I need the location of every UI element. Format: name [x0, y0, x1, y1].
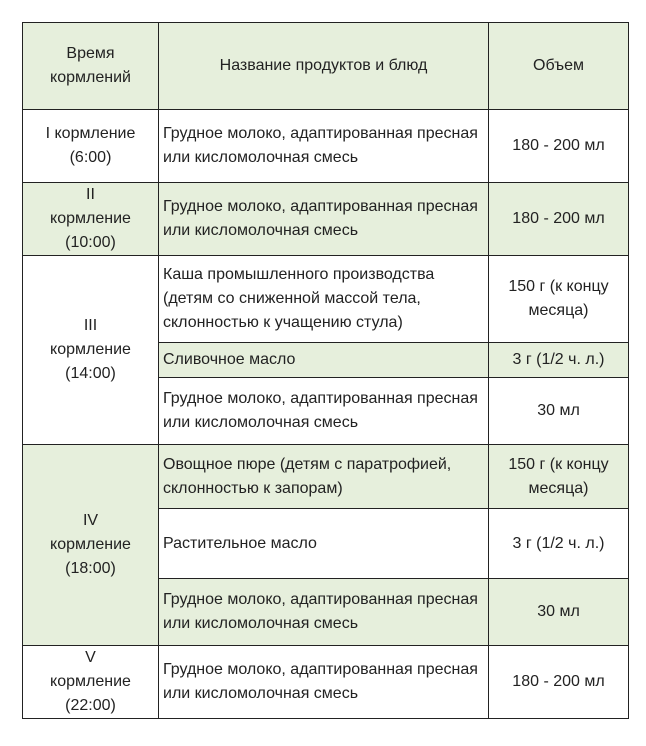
- feeding-time: III кормление (14:00): [23, 256, 159, 445]
- table-row: [23, 646, 629, 719]
- product-name: Каша промышленного производства (детям со сниженной массой тела, склонностью к учащению стула): [159, 256, 489, 343]
- volume: 150 г (к концу месяца): [489, 445, 629, 509]
- feeding-time: IV кормление (18:00): [23, 445, 159, 646]
- volume: 180 - 200 мл: [489, 183, 629, 256]
- volume: 3 г (1/2 ч. л.): [489, 343, 629, 378]
- header-volume: Объем: [489, 23, 629, 110]
- product-name: Овощное пюре (детям с паратрофией, склонностью к запорам): [159, 445, 489, 509]
- product-name: Растительное масло: [159, 509, 489, 579]
- volume: 30 мл: [489, 378, 629, 445]
- product-name: Грудное молоко, адаптированная пресная или кисломолочная смесь: [159, 579, 489, 646]
- volume: 3 г (1/2 ч. л.): [489, 509, 629, 579]
- product-name: Грудное молоко, адаптированная пресная или кисломолочная смесь: [159, 378, 489, 445]
- volume: 30 мл: [489, 579, 629, 646]
- header-time: Время кормлений: [23, 23, 159, 110]
- table-row: [23, 183, 629, 256]
- product-name: Грудное молоко, адаптированная пресная или кисломолочная смесь: [159, 646, 489, 719]
- volume: 180 - 200 мл: [489, 110, 629, 183]
- volume: 150 г (к концу месяца): [489, 256, 629, 343]
- table-row: [23, 110, 629, 183]
- product-name: Грудное молоко, адаптированная пресная или кисломолочная смесь: [159, 110, 489, 183]
- feeding-time: I кормление (6:00): [23, 110, 159, 183]
- product-name: Сливочное масло: [159, 343, 489, 378]
- header-product: Название продуктов и блюд: [159, 23, 489, 110]
- volume: 180 - 200 мл: [489, 646, 629, 719]
- table-row: [23, 445, 629, 509]
- feeding-schedule-table: [22, 22, 629, 719]
- header-row: [23, 23, 629, 110]
- feeding-time: II кормление (10:00): [23, 183, 159, 256]
- feeding-time: V кормление (22:00): [23, 646, 159, 719]
- product-name: Грудное молоко, адаптированная пресная или кисломолочная смесь: [159, 183, 489, 256]
- table-row: [23, 256, 629, 343]
